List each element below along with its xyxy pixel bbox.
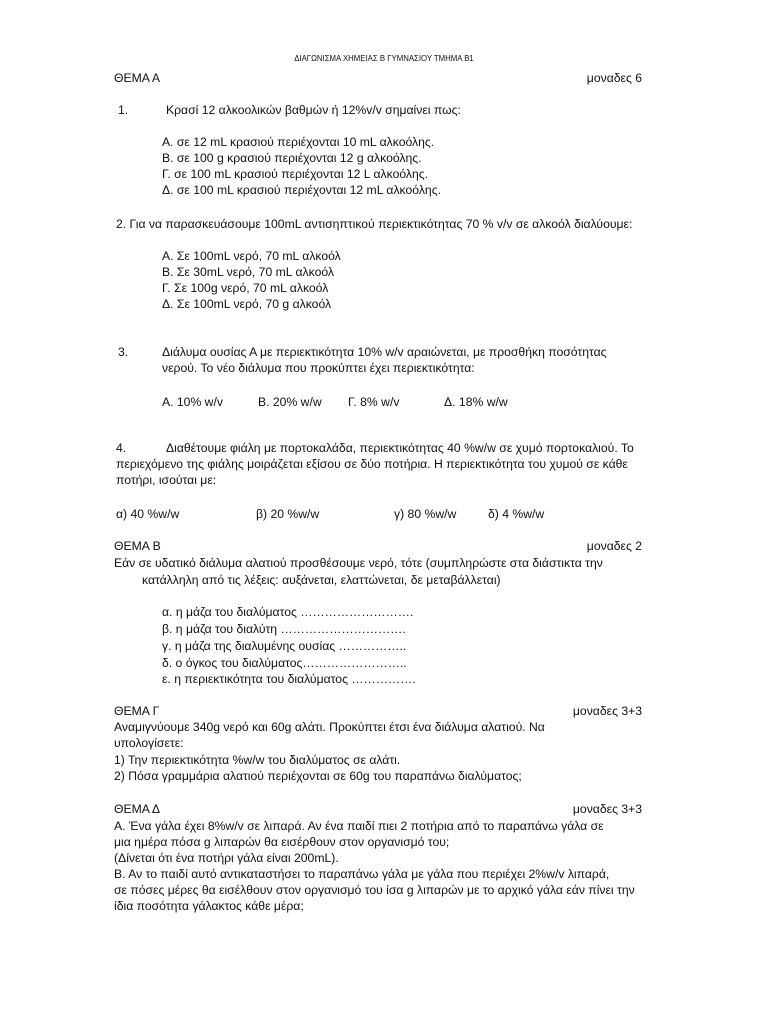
section-d-line-3: (Δίνεται ότι ένα ποτήρι γάλα είναι 200mL).	[114, 851, 339, 865]
section-b-item-a: α. η μάζα του διαλύματος ……………………….	[162, 605, 414, 619]
q4-line-2: περιεχόμενο της φιάλης μοιράζεται εξίσου σε δύο ποτήρια. Η περιεκτικότητα του χυμού σε κάθε	[116, 457, 628, 471]
q4-option-c: γ) 80 %w/w	[394, 507, 457, 521]
q3-line-1: Διάλυμα ουσίας Α με περιεκτικότητα 10% w/v αραιώνεται, με προσθήκη ποσότητας	[162, 345, 607, 359]
section-b-points: μοναδες 2	[586, 539, 642, 553]
section-c-line-2: υπολογίσετε:	[114, 736, 184, 750]
q2-option-b: Β. Σε 30mL νερό, 70 mL αλκοόλ	[162, 265, 334, 279]
q3-option-a: Α. 10% w/v	[162, 395, 223, 409]
q3-option-b: Β. 20% w/w	[258, 395, 322, 409]
section-b-item-d: δ. ο όγκος του διαλύματος……………………..	[162, 656, 407, 670]
section-b-line-2: κατάλληλη από τις λέξεις: αυξάνεται, ελαττώνεται, δε μεταβάλλεται)	[142, 573, 501, 587]
q4-option-a: α) 40 %w/w	[116, 507, 180, 521]
q3-option-d: Δ. 18% w/w	[444, 395, 508, 409]
section-b-heading: ΘΕΜΑ Β	[114, 539, 161, 553]
section-b-item-e: ε. η περιεκτικότητα του διαλύματος …………….	[162, 672, 416, 686]
section-d-line-6: ίδια ποσότητα γάλακτος κάθε μέρα;	[114, 899, 304, 913]
q1-option-b: Β. σε 100 g κρασιού περιέχονται 12 g αλκοόλης.	[162, 151, 422, 165]
section-c-line-3: 1) Την περιεκτικότητα %w/w του διαλύματος σε αλάτι.	[114, 753, 401, 767]
q4-line-3: ποτήρι, ισούται με:	[116, 473, 217, 487]
section-a-points: μοναδες 6	[586, 71, 642, 85]
q2-option-d: Δ. Σε 100mL νερό, 70 g αλκοόλ	[162, 297, 332, 311]
q1-option-d: Δ. σε 100 mL κρασιού περιέχονται 12 mL αλκοόλης.	[162, 183, 441, 197]
section-c-line-4: 2) Πόσα γραμμάρια αλατιού περιέχονται σε 60g του παραπάνω διαλύματος;	[114, 769, 522, 783]
section-d-heading: ΘΕΜΑ Δ	[114, 802, 161, 816]
document-title: ΔΙΑΓΩΝΙΣΜΑ ΧΗΜΕΙΑΣ Β ΓΥΜΝΑΣΙΟΥ ΤΜΗΜΑ Β1	[294, 54, 474, 63]
q1-option-a: Α. σε 12 mL κρασιού περιέχονται 10 mL αλκοόλης.	[162, 135, 435, 149]
q1-option-c: Γ. σε 100 mL κρασιού περιέχονται 12 L αλκοόλης.	[162, 167, 429, 181]
q4-number: 4.	[116, 441, 127, 455]
section-b-line-1: Εάν σε υδατικό διάλυμα αλατιού προσθέσουμε νερό, τότε (συμπληρώστε στα διάστικτα την	[114, 556, 603, 570]
q3-option-c: Γ. 8% w/v	[348, 395, 400, 409]
q4-option-b: β) 20 %w/w	[256, 507, 320, 521]
q1-number: 1.	[118, 103, 129, 117]
q2-option-a: Α. Σε 100mL νερό, 70 mL αλκοόλ	[162, 249, 341, 263]
section-b-item-c: γ. η μάζα της διαλυμένης ουσίας ……………..	[162, 639, 407, 653]
section-a-heading: ΘΕΜΑ Α	[114, 71, 161, 85]
q1-text: Κρασί 12 αλκοολικών βαθμών ή 12%v/v σημαίνει πως:	[166, 103, 461, 117]
q3-line-2: νερού. Το νέο διάλυμα που προκύπτει έχει περιεκτικότητα:	[162, 361, 475, 375]
section-d-line-2: μια ημέρα πόσα g λιπαρών θα εισέρθουν στον οργανισμό του;	[114, 835, 450, 849]
section-c-heading: ΘΕΜΑ Γ	[114, 704, 160, 718]
q2-option-c: Γ. Σε 100g νερό, 70 mL αλκοόλ	[162, 281, 329, 295]
section-d-line-4: Β. Αν το παιδί αυτό αντικαταστήσει το παραπάνω γάλα με γάλα που περιέχει 2%w/v λιπαρά,	[114, 867, 610, 881]
q2-text: 2. Για να παρασκευάσουμε 100mL αντισηπτικού περιεκτικότητας 70 % v/v σε αλκοόλ διαλύουμε:	[116, 217, 633, 231]
q4-line-1: Διαθέτουμε φιάλη με πορτοκαλάδα, περιεκτικότητας 40 %w/w σε χυμό πορτοκαλιού. Το	[166, 441, 634, 455]
section-d-line-1: Α. Ένα γάλα έχει 8%w/v σε λιπαρά. Αν ένα παιδί πιει 2 ποτήρια από το παραπάνω γάλα σε	[114, 819, 604, 833]
section-c-points: μοναδες 3+3	[572, 704, 642, 718]
section-d-points: μοναδες 3+3	[572, 802, 642, 816]
section-b-item-b: β. η μάζα του διαλύτη ………………………….	[162, 622, 406, 636]
section-d-line-5: σε πόσες μέρες θα εισέλθουν στον οργανισμό του ίσα g λιπαρών με το αρχικό γάλα εάν πίνει την	[114, 883, 635, 897]
q4-option-d: δ) 4 %w/w	[488, 507, 545, 521]
q3-number: 3.	[118, 345, 129, 359]
section-c-line-1: Αναμιγνύουμε 340g νερό και 60g αλάτι. Προκύπτει έτσι ένα διάλυμα αλατιού. Να	[114, 720, 545, 734]
